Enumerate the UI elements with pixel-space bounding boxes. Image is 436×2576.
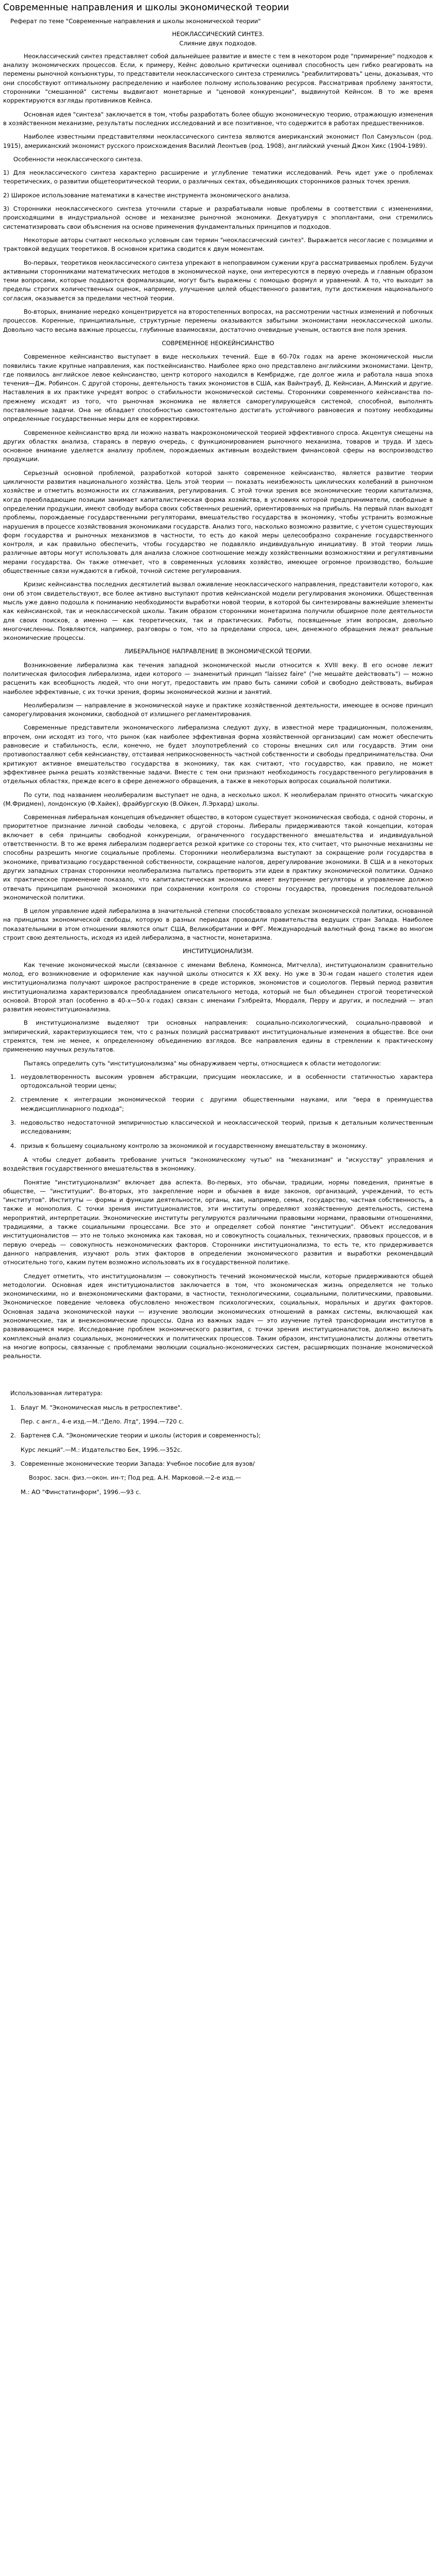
paragraph: По сути, под названием неолиберализм выступает не одна, а несколько школ. К неолибералам принято относить чикагскую (М.Фридмен), лондонскую (Ф.Хайек), фрайбургскую (В.Ойкен, Л.Эрхард) школы. bbox=[3, 791, 433, 807]
paragraph: Современная либеральная концепция объединяет общество, в котором существует экономическая свобода, с одной стороны, и приоритетное признание личной свободы человека, с другой стороны. Либералы придерживаются такой концепции, которая включает в себя принципы свободной конкуренции, ограниченного государственного вмешательства и индивидуальной ответственности. В то же время либерализм подвергается резкой критике со стороны тех, кто считает, что рыночные механизмы не способны разрешить многие социальные проблемы. Сторонники неолиберализма выступают за сокращение роли государства в экономике, приватизацию государственной собственности, сокращение налогов, дерегулирование экономики. В США и в некоторых других западных странах сторонники неолиберализма пытались претворить эти идеи в практику экономической политики. Однако их практическое применение показало, что капиталистическая экономика имеет внутренние регуляторы и управление должно отвечать принципам рыночной экономики при сохранении контроля со стороны государства, проведения последовательной экономической политики. bbox=[3, 814, 433, 901]
paragraph: Современное кейнсианство выступает в виде нескольких течений. Еще в 60-70х годах на арене экономической мысли появились такие крупные направления, как посткейнсианство. Наиболее ярко оно представлено английскими экономистами. Центр, где появилось английское левое кейнсианство, центр которого находился в Кембридже, где долгое жила и работала наша эпоха течения—Дж. Робинсон. С другой стороны, деятельность таких экономистов в США, как Вайнтрауб, Д. Кейнсиан, А.Минский и другие. Наставления в их практике учредят вопрос о стабильности экономической системы. Сторонники современного кейнсианства по-прежнему исходят из того, что рыночная экономика не является саморегулирующейся системой, способной, выполнять поставленные задачи. Она не обладает способностью самостоятельно достигать устойчивого равновесия и поэтому необходимы определенные государственные меры для ее корректировки. bbox=[3, 353, 433, 423]
reference-continuation: М.: АО "Финстатинформ", 1996.—93 с. bbox=[21, 1488, 141, 1496]
paragraph: 3) Сторонники неоклассического синтеза уточнили старые и разрабатывали новые проблемы в соответствии с изменениями, происходящими в индустриальной основе и механизме рыночной экономики. Декуатуируя с эпоплантами, они стремились систематизировать свои объяснения на основе применения фундаментальных принципов и подходов. bbox=[3, 205, 433, 230]
paragraph: Кризис кейнсианства последних десятилетий вызвал оживление неоклассического направления, представители которого, как они об этом свидетельствуют, все более активно выступают против кейнсианской модели регулирования экономики. Общественная мысль уже давно подошла к пониманию необходимости выработки новой теории, в которой бы синтезированы важнейшие элементы как кейнсианской, так и неоклассической школы. Таким образом сторонники монетаризма получили обширное поле деятельности для своих поисков, а именно — как теоретических, так и практических. Работы, посвященные этим вопросам, довольно многочисленны. Появляются, например, разговоры о том, что за пределами спроса, цен, денежного обращения лежат реальные экономические процессы. bbox=[3, 581, 433, 642]
paragraph: Некоторые авторы считают несколько условным сам термин "неоклассический синтез". Выражается несогласие с позициями и трактовкой ведущих теоретиков. В основном критика сводится к двум моментам. bbox=[3, 236, 433, 253]
paragraph: Серьезный основной проблемой, разработкой которой занято современное кейнсианство, является развитие теории цикличности развития национального хозяйства. Цель этой теории — показать неизбежность циклических колебаний в рыночном хозяйстве и отметить возможности их сглаживания, регулирования. С этой точки зрения все экономические теории капитализма, когда преобладающие позиции занимает капиталистическая форма хозяйства, в условиях которой предприниматели, свободные в определении продукции, имеют свободу выбора своих собственных решений, ориентированных на прибыль. На первый план выходят проблемы, порождаемые государственными регуляторами, вмешательство государства в экономику, чтобы устранить возможные нарушения в процессе хозяйствования экономиками государств. Анализ того, насколько возможно развитие, с учетом существующих форм государства и рыночных механизмов в частности, то есть до какой меры целесообразно сохранение государственного контроля, и как правильно обеспечить, чтобы государство не подавляло индивидуальную инициативу. В этой теории лишь различные авторы могут использовать для анализа сложное соотношение между хозяйственными возможностями и регулятивными мерами государства. Он также отмечает, что в современных условиях хозяйство, имеющее огромное производство, большие общественные связи нуждаются в гибкой, точной системе регулирования. bbox=[3, 469, 433, 575]
paragraph: Во-вторых, внимание нередко концентрируется на второстепенных вопросах, на рассмотрении частных изменений и побочных процессов. Коренные, принципиальные, структурные перемены оказываются забытыми экономистами неоклассической школы. Довольно часто весьма важные процессы, глубинные взаимосвязи, достаточно очевидные ученым, остаются вне поля зрения. bbox=[3, 308, 433, 333]
methodology-list bbox=[3, 1073, 433, 1150]
paragraph: 2) Широкое использование математики в качестве инструмента экономического анализа. bbox=[3, 191, 291, 199]
reference-continuation: Пер. с англ., 4-е изд.—М.:"Дело. Лтд", 1994.—720 с. bbox=[21, 1418, 184, 1426]
paragraph: Неолиберализм — направление в экономической науке и практике хозяйственной деятельности, имеющее в основе принцип саморегулирования экономики, свободной от излишнего регламентирования. bbox=[3, 701, 433, 718]
document-subtitle: Реферат по теме "Современные направления и школы экономической теории" bbox=[10, 18, 261, 25]
paragraph: Особенности неоклассического синтеза. bbox=[13, 155, 143, 163]
paragraph: Следует отметить, что институционализм — совокупность течений экономической мысли, которые придерживаются общей методологии. Основная идея институционалистов заключается в том, что экономическая жизнь определяется не только экономическими, но и внеэкономическими факторами, в частности, технологическими, социальными, политическими, правовыми. Экономическое поведение человека обусловлено множеством психологических, социальных, моральных и других факторов. Основная задача экономической науки — изучение эволюции экономических отношений в рамках системы, включающей как экономические, так и внеэкономические процессы. Одна из важных задач — это изучение путей трансформации институтов в развивающемся мире. Исследование проблем экономического развития, с точки зрения институционалистов, должно включать комплексный анализ социальных, экономических и политических процессов. Таким образом, институционалисты должны ответить на многие вопросы, связанные с проблемами эволюции социально-экономических систем, расширяющих познание экономической реальности. bbox=[3, 1272, 433, 1360]
section-subheading: Слияние двух подходов. bbox=[179, 39, 257, 47]
paragraph: В целом управление идей либерализма в значительной степени способствовало успехам экономической политики, основанной на принципах экономической свободы, которую в разных периодах проводили правительства ведущих стран Запада. Наиболее показательными в этом отношении являются опыт США, Великобритании и ФРГ. Международный валютный фонд также во многом строит свою деятельность, исходя из идей либерализма, в частности, монетаризма. bbox=[3, 907, 433, 942]
paragraph: Неоклассический синтез представляет собой дальнейшее развитие и вместе с тем в некотором роде "примирение" подходов к анализу экономических процессов. Если, к примеру, Кейнс довольно критически оценивал способность цен гибко реагировать на перемены рыночной конъюнктуры, то представители неоклассического синтеза стремились "реабилитировать" цены, доказывая, что они способствуют оптимальному распределению и наиболее полному использованию ресурсов. Рассматривая проблему занятости, сторонники "смешанной" системы выдвигают монетарные и "ценовой конкуренции", выдвинутой Кейнсом. В то же время корректируются взгляды противников Кейнса. bbox=[3, 52, 433, 105]
paragraph: 1) Для неоклассического синтеза характерно расширение и углубление тематики исследований. Речь идет уже о проблемах теоретических, о развитии общетеоритической теории, о различных сектах, объединяющих сторонников разных точек зрения. bbox=[3, 169, 433, 185]
reference-item: 1. Блауг М. "Экономическая мысль в ретроспективе". bbox=[10, 1403, 182, 1411]
paragraph: Современные представители экономического либерализма следуют духу, в известной мере традиционным, положениям, впрочем, они исходят из того, что рынок (как наиболее эффективная форма хозяйственной организации) сам может обеспечить равновесие и стабильность, если, конечно, не будет злоупотреблений со стороны внешних сил или государств. Этим они противопоставляют себя кейнсианству, отстаивая неприкосновенность частной собственности и свободы предпринимательства. Они критикуют активное вмешательство государства в экономику, так как считают, что государство, как правило, не может эффективнее рынка решать хозяйственные задачи. Вместе с тем они признают необходимость государственного регулирования в отдельных областях, прежде всего в сфере денежного обращения, а также в некоторых вопросах социальной политики. bbox=[3, 724, 433, 785]
references-heading: Использованная литература: bbox=[10, 1389, 103, 1397]
reference-item: 2. Бартенев С.А. "Экономические теории и школы (история и современность); bbox=[10, 1432, 261, 1439]
reference-continuation: Возрос. засн. физ.—окон. ин-т; Под ред. А.Н. Марковой.—2-е изд.— bbox=[29, 1474, 241, 1482]
page-title: Современные направления и школы экономической теории bbox=[3, 3, 289, 13]
paragraph: Понятие "институционализм" включает два аспекта. Во-первых, это обычаи, традиции, нормы поведения, принятые в обществе, — "институции". Во-вторых, это закрепление норм и обычаев в виде законов, организаций, учреждений, то есть "институтов". Институты — формы и функции деятельности, органы, как, например, семья, государство, частная собственность, а также и монополия. С точки зрения институционалистов, эти институты определяют хозяйственную деятельность, система мероприятий, интерпретации. Экономические институты регулируются различными правовыми нормами, правовыми отношениями, традициями, а также социальными процессами. Все это и определяет собой понятие "институции". Объект исследования институционалистов — это не только экономика как таковая, но и совокупность социальных, технических, правовых процессов, и в первую очередь — совокупность неэкономических факторов. Сторонники институционализма, то есть те, кто придерживается данного направления, изучают роль этих факторов в определении экономического развития и выработки рекомендаций относительно того, каким путем возможно использовать их в государственной политике. bbox=[3, 1178, 433, 1266]
section-heading-liberalism: ЛИБЕРАЛЬНОЕ НАПРАВЛЕНИЕ В ЭКОНОМИЧЕСКОЙ ТЕОРИИ. bbox=[124, 648, 312, 655]
list-item: 3. недовольство недостаточной эмпиричностью классической и неоклассической теорий, призыв к детальным количественным исследованиям; bbox=[10, 1119, 433, 1136]
list-item: 4. призыв к большему социальному контролю за экономикой и государственному вмешательству в экономику. bbox=[10, 1142, 368, 1149]
list-item: 1. неудовлетворенность высоким уровнем абстракции, присущим неоклассике, и в особенности статичностью характера ортодоксальной теории цены; bbox=[10, 1073, 433, 1090]
section-heading-neoclassic: НЕОКЛАССИЧЕСКИЙ СИНТЕЗ. bbox=[172, 30, 264, 38]
reference-continuation: Курс лекций".—М.: Издательство Бек, 1996.—352с. bbox=[21, 1446, 183, 1453]
paragraph: Основная идея "синтеза" заключается в том, чтобы разработать более общую экономическую теорию, отражающую изменения в хозяйственном механизме, результаты последних исследований и все позитивное, что содержится в работах предшественников. bbox=[3, 110, 433, 127]
paragraph: Пытаясь определить суть "институционализма" мы обнаруживаем черты, относящиеся к области методологии: bbox=[24, 1059, 381, 1067]
paragraph: Современное кейнсианство вряд ли можно назвать макроэкономической теорией эффективного спроса. Акцентуя смещены на других областях анализа, стараясь в первую очередь, с функционированием рыночного механизма, товаров и труда. И здесь основное внимание уделяется анализу проблем, порождаемых активным воздействием финансовой сферы на воспроизводство продукции. bbox=[3, 429, 433, 463]
paragraph: Как течение экономической мысли (связанное с именами Веблена, Коммонса, Митчелла), институционализм сравнительно молод, его возникновение и оформление как научной школы относится к XX веку. Но уже в 30-м годам нашего столетия идеи институционализма получают широкое распространение в среде историков, экономистов и социологов. Первый период развития институционализма характеризовался преобладанием описательного метода, который не был объединен строгой теоретической основой. Второй этап (особенно в 40-х—50-х годах) связан с именами Гэлбрейта, Мюрдаля, Перру и других, и последний — этап развития неоинституционализма. bbox=[3, 961, 433, 1013]
reference-item: 3. Современные экономические теории Запада: Учебное пособие для вузов/ bbox=[10, 1460, 255, 1467]
paragraph: Возникновение либерализма как течения западной экономической мысли относится к XVIII веку. В его основе лежит политическая философия либерализма, идеи которого — знаменитый принцип "laissez faire" ("не мешайте действовать") — можно расценить как всеобщность людей, что они могут, предоставить им право быть самими собой и свободно действовать, выбирая наиболее эффективные, с их точки зрения, формы экономической жизни и занятий. bbox=[3, 661, 433, 696]
section-heading-institutionalism: ИНСТИТУЦИОНАЛИЗМ. bbox=[182, 947, 254, 955]
paragraph: Наиболее известными представителями неоклассического синтеза являются американский экономист Пол Самуэльсон (род. 1915), американский экономист русского происхождения Василий Леонтьев (род. 1908), английский ученый Джон Хикс (1904-1989). bbox=[3, 133, 433, 149]
section-heading-neokeynesianism: СОВРЕМЕННОЕ НЕОКЕЙНСИАНСТВО bbox=[162, 339, 274, 347]
paragraph: А чтобы следует добавить требование учиться "экономическому чутью" на "механизмам" и "искусству" управления и воздействия государственного вмешательства в экономику. bbox=[3, 1156, 433, 1173]
paragraph: Во-первых, теоретиков неоклассического синтеза упрекают в непоправимом сужении круга рассматриваемых проблем. Будучи активными сторонниками математических методов в экономической науке, они интересуются в первую очередь и главным образом теми вопросами, которые поддаются формализации, могут быть выражены с помощью формул и уравнений. А то, что выходит за пределы строгих количественных оценок, например, улучшение целей общественного развития, пути достижения национального согласия, оказывается за пределами честной теории. bbox=[3, 259, 433, 302]
list-item: 2. стремление к интеграции экономической теории с другими общественными науками, или "вера в преимущества междисциплинарного подхода"; bbox=[10, 1096, 433, 1112]
paragraph: В институционализме выделяют три основных направления: социально-психологический, социально-правовой и эмпирический, характеризующиеся тем, что с разных позиций рассматривают институциональные изменения в обществе. Все они стремятся, тем не менее, к определенному объединению взглядов. Все направления едины в стремлении к практическому применению научных результатов. bbox=[3, 1019, 433, 1054]
